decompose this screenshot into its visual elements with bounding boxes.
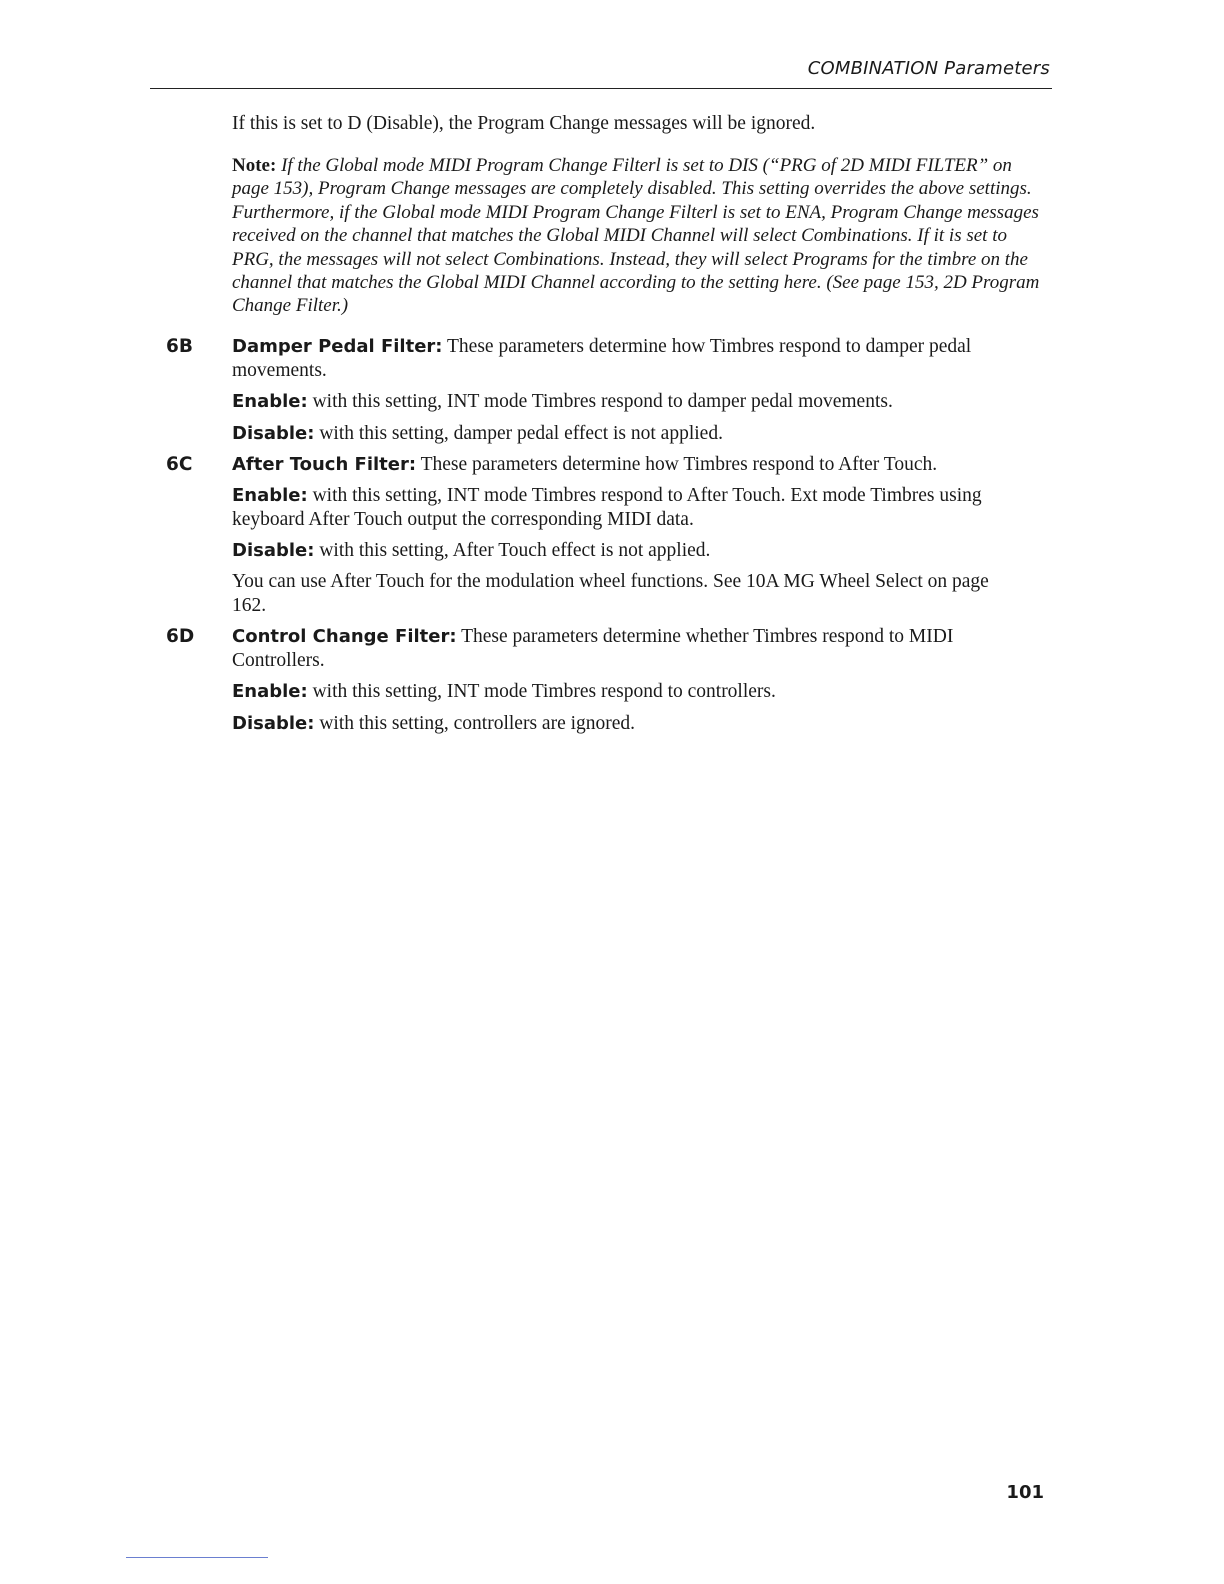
enable-term: Enable:	[232, 391, 308, 412]
section-6d-disable	[232, 712, 1044, 736]
section-6d-text: These parameters determine whether Timbres respond to MIDI Controllers.	[232, 626, 954, 671]
note-label: Note:	[232, 155, 277, 176]
header-title: COMBINATION Parameters	[807, 58, 1050, 79]
enable-text: with this setting, INT mode Timbres respond to After Touch. Ext mode Timbres using keyboard After Touch output the corresponding MIDI data.	[232, 485, 982, 530]
section-6c-term: After Touch Filter:	[232, 454, 417, 475]
section-6c-extra: You can use After Touch for the modulation wheel functions. See 10A MG Wheel Select on page 162.	[232, 571, 989, 616]
page-header	[150, 56, 1052, 89]
page-number: 101	[1006, 1482, 1044, 1503]
enable-text: with this setting, INT mode Timbres respond to controllers.	[312, 681, 776, 702]
section-6b-term: Damper Pedal Filter:	[232, 336, 443, 357]
enable-term: Enable:	[232, 681, 308, 702]
section-6b-disable	[232, 422, 1044, 446]
disable-term: Disable:	[232, 423, 315, 444]
section-6b-text: These parameters determine how Timbres respond to damper pedal movements.	[232, 336, 972, 381]
section-6c-text: These parameters determine how Timbres respond to After Touch.	[420, 454, 938, 475]
section-6c-disable	[232, 539, 1044, 563]
section-6d-description	[232, 625, 1012, 673]
disable-term: Disable:	[232, 713, 315, 734]
section-6d-enable	[232, 680, 1044, 704]
section-6c-description	[232, 453, 1044, 477]
section-6b-description	[232, 335, 1022, 383]
disable-term: Disable:	[232, 540, 315, 561]
enable-term: Enable:	[232, 485, 308, 506]
intro-paragraph: If this is set to D (Disable), the Program Change messages will be ignored.	[232, 113, 816, 134]
note-paragraph	[232, 154, 1047, 318]
section-number-6c: 6C	[166, 454, 193, 475]
section-6b-enable	[232, 390, 1044, 414]
section-number-6d: 6D	[166, 626, 195, 647]
disable-text: with this setting, After Touch effect is not applied.	[319, 540, 711, 561]
note-text: If the Global mode MIDI Program Change Filterl is set to DIS (“PRG of 2D MIDI FILTER” on page 153), Program Change messages are completely disabled. This setting overrides the above settings. Furthermore, if the Global mode MIDI Program Change Filterl is set to ENA, Program Change messages received on the channel that matches the Global MIDI Channel will select Combinations. If it is set to PRG, the messages will not select Combinations. Instead, they will select Programs for the timbre on the channel that matches the Global MIDI Channel according to the setting here. (See page 153, 2D Program Change Filter.)	[232, 155, 1040, 317]
section-number-6b: 6B	[166, 336, 193, 357]
section-6c-enable	[232, 484, 1047, 532]
disable-text: with this setting, controllers are ignored.	[319, 713, 636, 734]
disable-text: with this setting, damper pedal effect is not applied.	[319, 423, 723, 444]
enable-text: with this setting, INT mode Timbres respond to damper pedal movements.	[312, 391, 893, 412]
section-6d-term: Control Change Filter:	[232, 626, 457, 647]
footer-rule	[126, 1557, 268, 1558]
